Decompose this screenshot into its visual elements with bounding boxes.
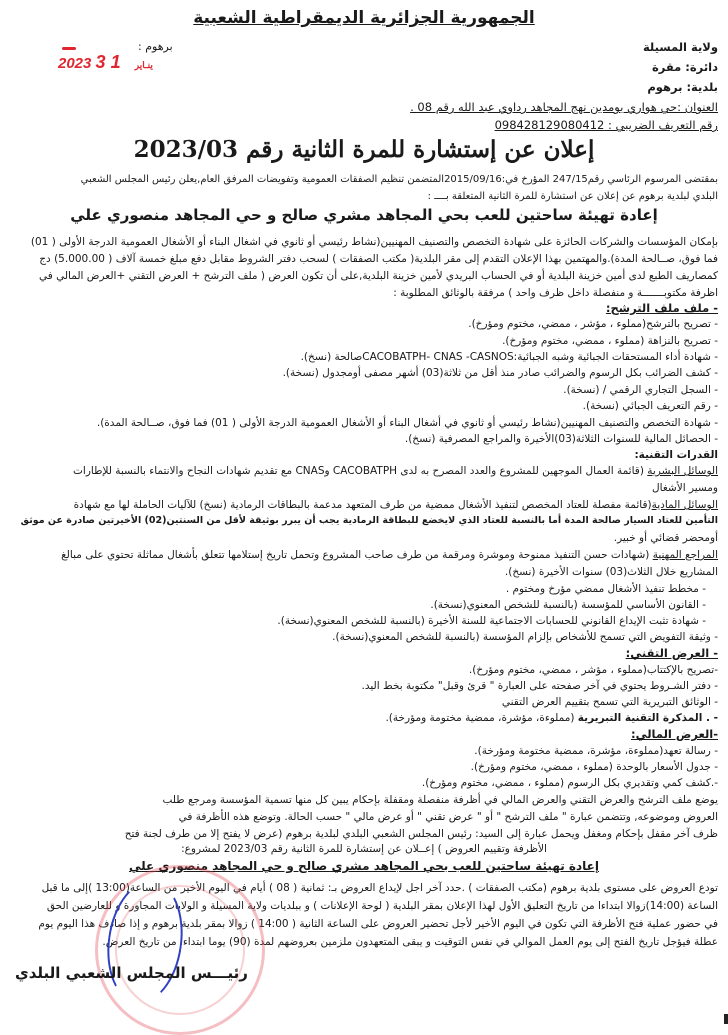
references-cont: المشاريع خلال الثلاث(03) سنوات الأخيرة (نسخ). bbox=[504, 566, 718, 578]
technical-offer-item: - دفتر الشـروط يحتوي في آخر صفحته على العبارة " قرئ وقبل" مكتوبة بخط اليد. bbox=[361, 680, 718, 692]
stamp-mark bbox=[62, 47, 76, 50]
references-text: (شهادات حسن التنفيذ ممنوحة وموشرة ومرقمة من طرف صاحب المشروع وتحمل تاريخ إستلامها تتعلق بأشغال مماثلة تحتوي على مبالغ bbox=[61, 549, 653, 561]
candidacy-item: - كشف الضرائب بكل الرسوم والضرائب صادر منذ أقل من ثلاثة(03) أشهر مصفى أومجدول (نسخة). bbox=[282, 367, 718, 379]
financial-offer-item: - جدول الأسعار بالوحدة (مملوء ، ممضي، مختوم ومؤرخ). bbox=[470, 761, 718, 773]
project-subject: إعادة تهيئة ساحتين للعب بحي المجاهد مشري صالح و حي المجاهد منصوري علي bbox=[70, 206, 658, 224]
delegation-item: - وثيقة التفويض التي تسمح للأشخاص بإلزام المؤسسة (بالنسبة للشخص المعنوي(نسخة). bbox=[332, 631, 718, 643]
references-label: المراجع المهنية bbox=[652, 549, 718, 561]
deposit-line-3: في حضور عملية فتح الأظرفة التي تكون في اليوم الأخير لأجل تحضير العروض على الساعة الثانية ( 14:00 ) زوالا بمقر بلدية برهوم و إذا صادف هذا اليوم يوم bbox=[38, 918, 718, 930]
scan-edge-mark bbox=[724, 1014, 728, 1024]
stamp-day: 1 3 bbox=[95, 52, 121, 72]
page-title: إعلان عن إستشارة للمرة الثانية رقم 2023/03 bbox=[133, 136, 595, 163]
candidacy-item: - تصريح بالنزاهة (مملوء ، ممضي، مختوم ومؤرخ). bbox=[502, 335, 718, 347]
human-means-cont: ومسير الأشغال bbox=[652, 482, 718, 494]
address-line: العنوان :حي هواري بومدين نهج المجاهد رداوي عبد الله رقم 08 . bbox=[410, 100, 718, 114]
eligibility-line-2: فما فوق، صــالحة المدة).والمهتمين بهذا الإعلان التقدم إلى مقر البلدية( مكتب الصفقات ) لسحب دفتر الشروط مقابل دفع مبلغ خمسة آلاف ( 5.000.00) دج bbox=[39, 253, 718, 265]
eligibility-line-4: اظرفة مكتوبـــــــة و منفصلة داخل ظرف واحد ) مرفقة بالوثائق المطلوبة : bbox=[393, 287, 718, 299]
tax-id-line: رقم التعريف الضريبي : 098428129080412 bbox=[494, 118, 718, 132]
capacity-sub-item: - القانون الأساسي للمؤسسة (بالنسبة للشخص المعنوي(نسخة). bbox=[430, 599, 706, 611]
financial-offer-item: - رسالة تعهد(مملوءة، مؤشرة، ممضية مختومة ومؤرخة). bbox=[474, 745, 718, 757]
envelopes-line-1: يوضع ملف الترشح والعرض التقني والعرض المالي في أظرفة منفصلة ومقفلة بإحكام يبين كل منها تسمية المؤسسة ومرجع طلب bbox=[162, 794, 718, 806]
candidacy-item: - شهادة التخصص والتصنيف المهنيين(نشاط رئيسي أو ثانوي في أشغال البناء أو الأشغال العمومية الدرجة الأولى ( 01) فما فوق، صــالحة المدة). bbox=[96, 417, 718, 429]
technical-offer-heading: - العرض التقني: bbox=[625, 646, 718, 660]
project-subject-repeat: إعادة تهيئة ساحتين للعب بحي المجاهد مشري صالح و حي المجاهد منصوري علي bbox=[129, 859, 599, 873]
professional-references bbox=[61, 547, 718, 563]
wilaya-label: ولاية المسيلة bbox=[642, 40, 718, 54]
deposit-line-2: الساعة (14:00)زوالا ابتداءا من تاريخ التعليق الأول لهذا الإعلان بمقر البلدية ( لوحة الإعلانات ) و ببلديات ولاية المسيلة و الولايات المجاورة و للعارضين الحق bbox=[46, 900, 718, 912]
intro-line-1: بمقتضى المرسوم الرئاسي رقم247/15 المؤرخ في:2015/09/16المتضمن تنظيم الصفقات العمومية وتفويضات المرفق العام,يعلن رئيس المجلس الشعبي bbox=[80, 174, 718, 185]
technical-memo bbox=[385, 710, 718, 726]
stamp-year: 2023 bbox=[58, 55, 92, 72]
envelopes-line-2: العروض وموضوعه, وتتضمن عبارة " ملف الترشح " أو " عرض تقني " أو عرض مالي " حسب الحالة. وتوضع هذه الأظرفة في bbox=[178, 811, 718, 823]
financial-offer-heading: -العرض المالي: bbox=[631, 727, 718, 741]
candidacy-item: - الحصائل المالية للسنوات الثلاثة(03)الأخيرة والمراجع المصرفية (نسخ). bbox=[404, 433, 718, 445]
capacity-sub-item: - مخطط تنفيذ الأشغال ممضي مؤرخ ومختوم . bbox=[505, 583, 706, 595]
eligibility-line-3: كمصاريف الطبع لدى أمين خزينة البلدية أو في الحساب البريدي لأمين خزينة البلدية,على أن تكون العرض ( ملف الترشح + العرض التقني +العرض المالي في bbox=[39, 270, 718, 282]
material-means-cont: أومحضر قضائي أو خبير. bbox=[613, 532, 718, 544]
capacity-sub-item: - شهادة تثبت الإيداع القانوني للحسابات الاجتماعية للسنة الأخيرة (بالنسبة للشخص المعنوي(نسخة). bbox=[277, 615, 706, 627]
eligibility-line-1: بإمكان المؤسسات والشركات الحائزة على شهادة التخصص والتصنيف المهنيين(نشاط رئيسي أو ثانوي في اشغال البناء أو الأشغال العمومية الدرجة الأولى ( 01) bbox=[30, 236, 718, 248]
material-means-text: (قائمة مفصلة للعتاد المخصص لتنفيذ الأشغال ممضية من طرف المتعهد مدعمة بالبطاقات الرمادية (نسخ) للآليات الحاملة لها مع شهادة bbox=[73, 499, 652, 511]
material-means-label: الوسائل المادية bbox=[651, 499, 718, 511]
material-means bbox=[74, 497, 718, 513]
republic-heading: الجمهورية الجزائرية الديمقراطية الشعبية bbox=[193, 8, 535, 28]
candidacy-item: - السجل التجاري الرقمي / (نسخة). bbox=[563, 384, 718, 396]
human-means bbox=[73, 463, 718, 479]
daira-label: دائرة: مقرة bbox=[651, 60, 718, 74]
financial-offer-item: -.كشف كمي وتقديري بكل الرسوم (مملوء ، ممضي، مختوم ومؤرخ). bbox=[421, 777, 718, 789]
deposit-line-4: عطلة فيؤجل تاريخ الفتح إلى يوم العمل الموالي في نفس التوقيت و يبقى المتعهدون ملزمين بعروضهم لمدة (90) يوما ابتداءا من تاريخ العرض. bbox=[102, 936, 718, 948]
technical-memo-label: - . المذكرة التقنية التبريرية bbox=[577, 712, 718, 724]
candidacy-item: - شهادة أداء المستحقات الجبائية وشبه الجبائية:CACOBATPH- CNAS -CASNOSصالحة (نسخ). bbox=[300, 351, 718, 363]
date-stamp bbox=[58, 52, 163, 73]
capacities-heading: القدرات التقنية: bbox=[634, 449, 718, 461]
candidacy-item: - رقم التعريف الجبائي (نسخة). bbox=[582, 400, 718, 412]
technical-memo-text: (مملوءة، مؤشرة، ممضية مختومة ومؤرخة). bbox=[385, 712, 578, 724]
intro-line-2: البلدي لبلدية برهوم عن إعلان عن استشارة للمرة الثانية المتعلقة بــــ : bbox=[427, 191, 718, 202]
human-means-text: (قائمة العمال الموجهين للمشروع والعدد المصرح به لدى CACOBATPH وCNAS مع تقديم شهادات النجاح والانتماء بالنسبة للإطارات bbox=[73, 465, 648, 477]
envelopes-line-3: ظرف آخر مقفل بإحكام ومغفل ويحمل عبارة إلى السيد: رئيس المجلس الشعبي البلدي لبلدية برهوم (عرض لا يفتح إلا من طرف لجنة فتح bbox=[124, 828, 718, 840]
commune-label: بلدية: برهوم bbox=[647, 80, 718, 94]
candidacy-heading: - ملف ملف الترشح: bbox=[605, 301, 718, 315]
human-means-label: الوسائل البشرية bbox=[647, 465, 718, 477]
place-label: برهوم : bbox=[138, 40, 173, 53]
stamp-month: ينـاير bbox=[134, 60, 153, 70]
deposit-line-1: تودع العروض على مستوى بلدية برهوم (مكتب الصفقات ) .حدد آخر اجل لإيداع العروض بـ: ثمانية ( 08 ) أيام في اليوم الأخير من الساعة(13:00 )إلى ما قبل bbox=[41, 882, 718, 894]
envelopes-line-4: الأظرفة وتقييم العروض ) إعــلان عن إستشارة للمرة الثانية رقم 2023/03 لمشروع: bbox=[181, 843, 547, 855]
material-means-cont: التأمين للعتاد السيار صالحة المدة أما بالنسبة للعتاد الذي لايخضع للبطاقة الرمادية يجب أن يبرر بوثيقة لأقل من السنتين(02) الأخيرتين صادرة عن موثق bbox=[20, 515, 718, 526]
candidacy-item: - تصريح بالترشح(مملوء ، مؤشر ، ممضي، مختوم ومؤرخ). bbox=[468, 318, 718, 330]
technical-offer-item: -تصريح بالإكتتاب(مملوء ، مؤشر ، ممضي، مختوم ومؤرخ). bbox=[468, 664, 718, 676]
technical-offer-item: - الوثائق التبريرية التي تسمح بتقييم العرض التقني bbox=[501, 696, 718, 708]
signatory-title: رئيـــس المجلس الشعبي البلدي bbox=[15, 964, 248, 982]
